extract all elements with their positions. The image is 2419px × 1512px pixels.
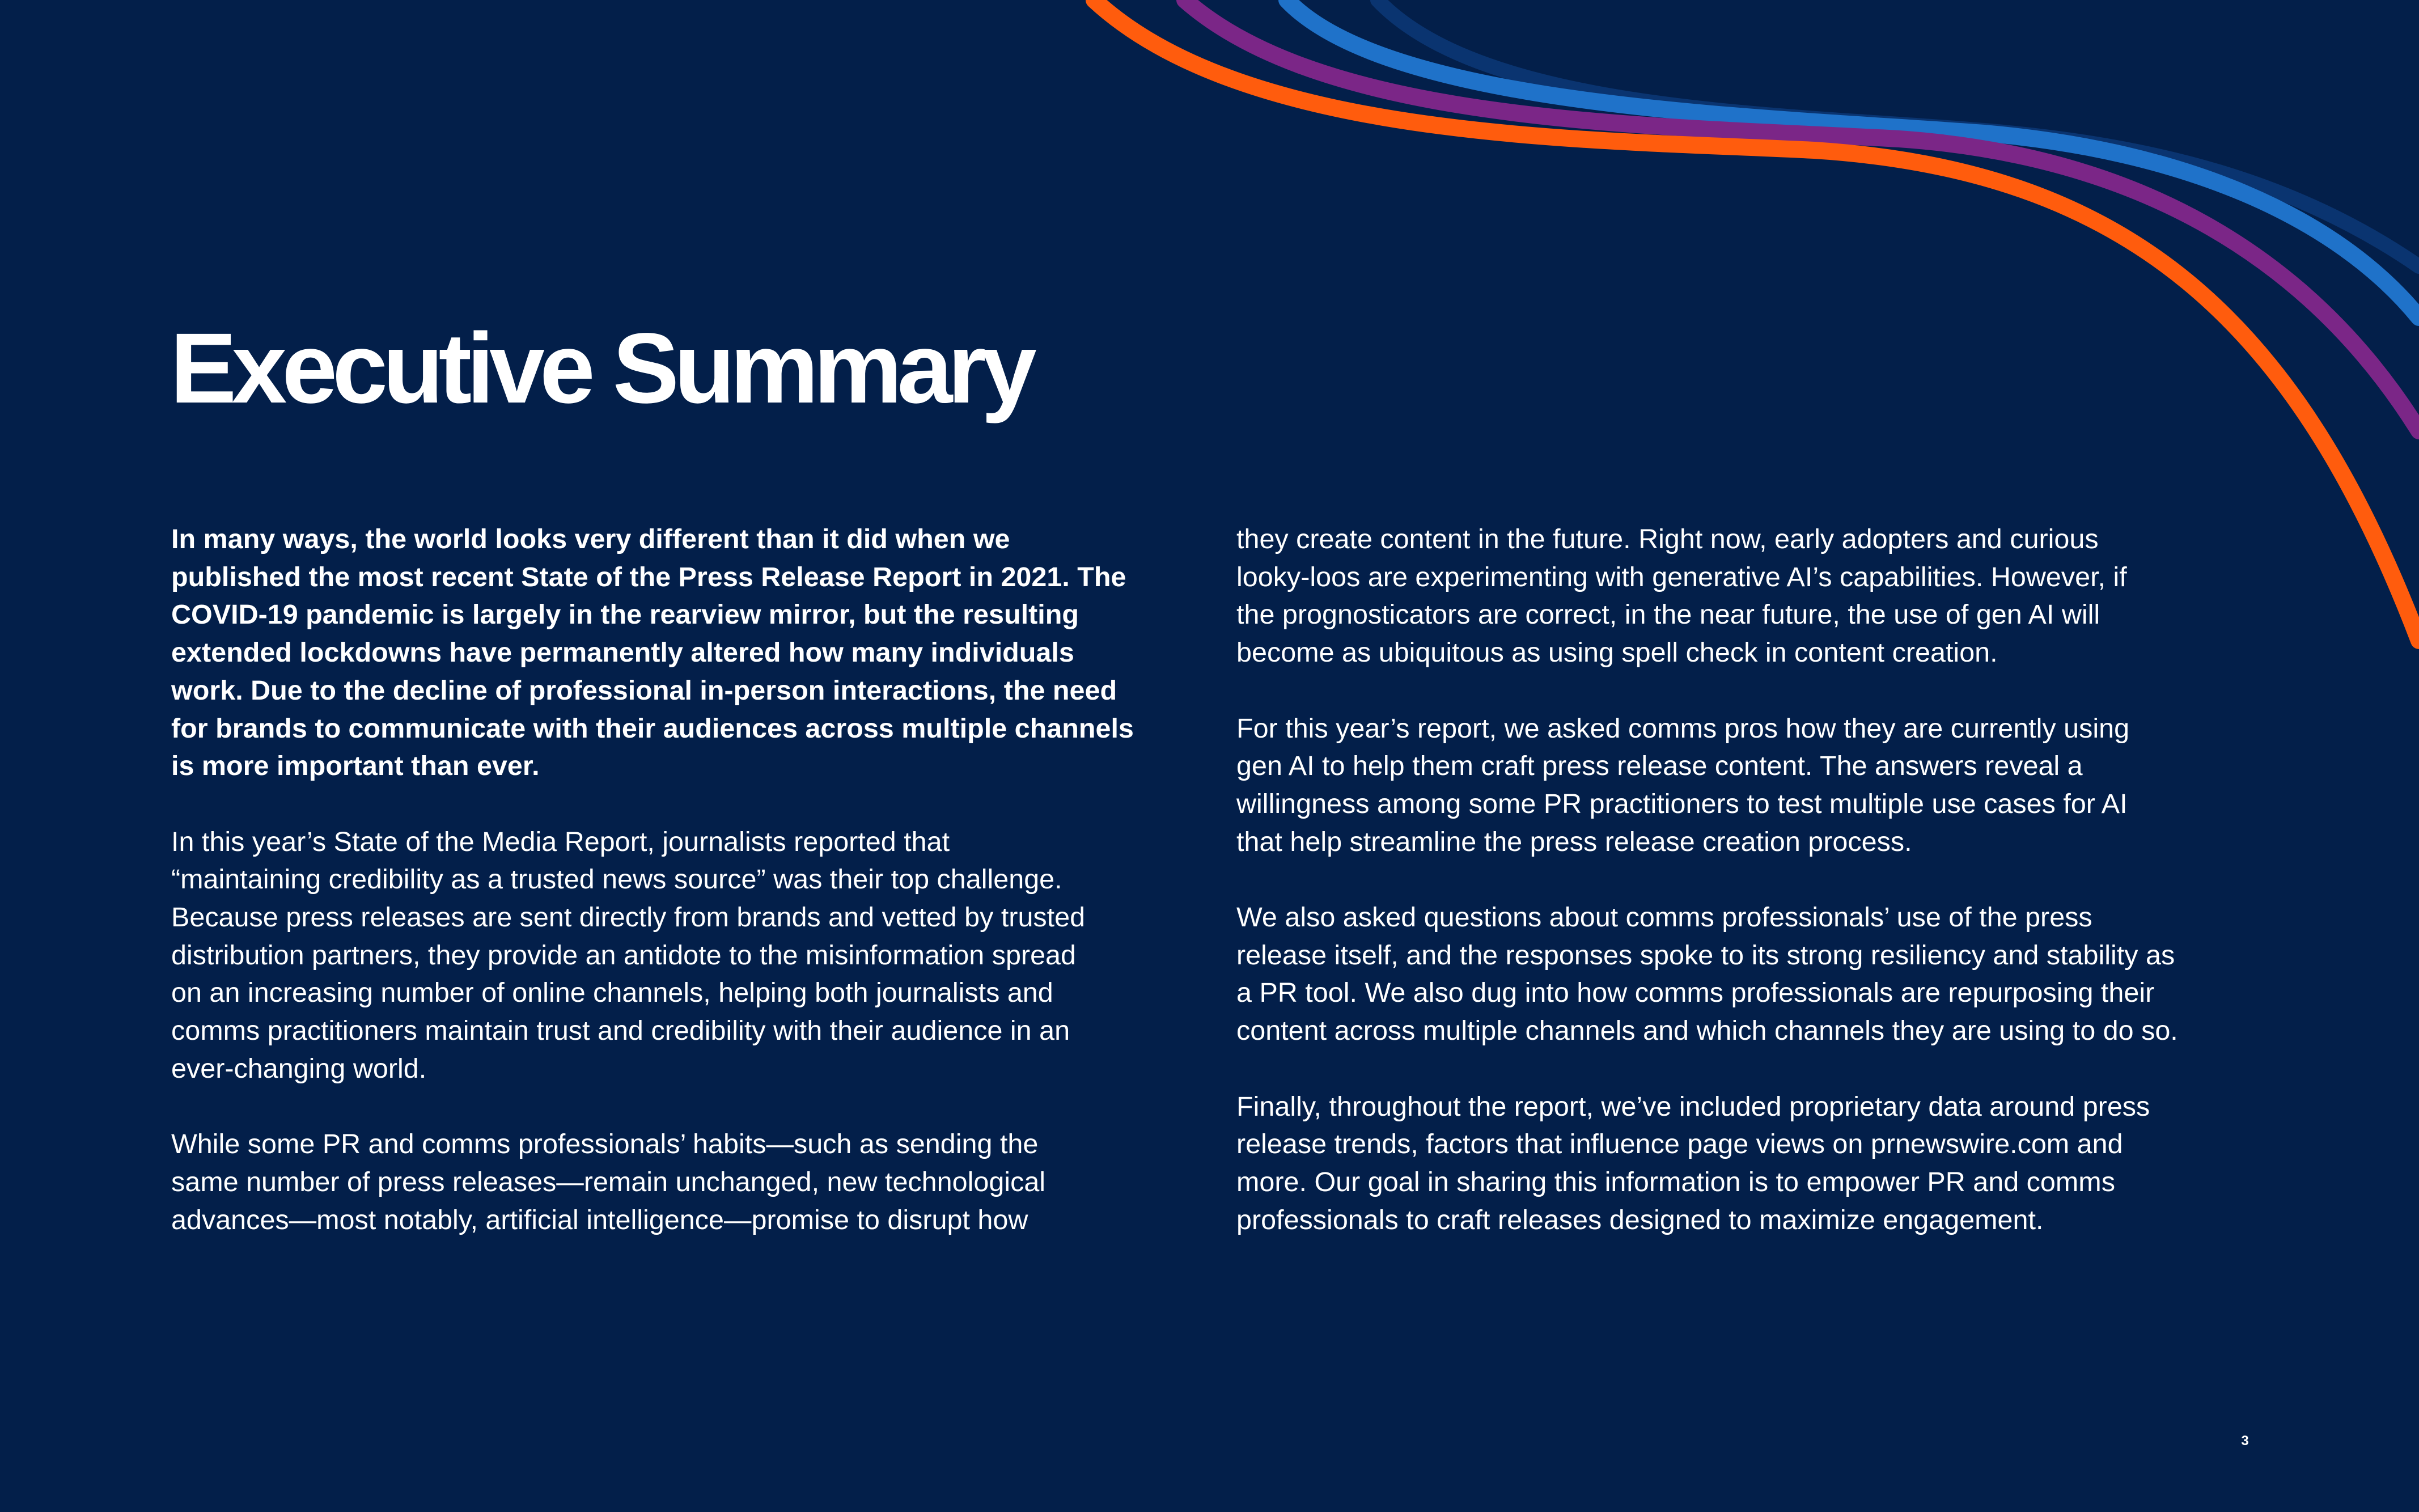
body-paragraph: they create content in the future. Right now, early adopters and curious looky-loos are experimenting with generative AI’s capabilities. However, if the prognosticators are correct, in the near future, the use of gen AI will become as ubiquitous as using spell check in content creation.	[1236, 524, 2127, 668]
body-paragraph: While some PR and comms professionals’ habits—such as sending the same number of press releases—remain unchanged, new technological advances—most notably, artificial intelligence—promise to disrupt how	[171, 1129, 1046, 1235]
body-paragraph: For this year’s report, we asked comms pros how they are currently using gen AI to help them craft press release content. The answers reveal a willingness among some PR practitioners to test multiple use cases for AI that help streamline the press release creation process.	[1236, 713, 2130, 857]
page-title: Executive Summary	[170, 313, 1032, 424]
body-paragraph: We also asked questions about comms professionals’ use of the press release itself, and the responses spoke to its strong resiliency and stability as a PR tool. We also dug into how comms professionals are repurposing their content across multiple channels and which channels they are using to do so.	[1236, 902, 2178, 1047]
page-number: 3	[2241, 1433, 2249, 1449]
swoosh-navy	[1378, 0, 2419, 266]
left-column	[171, 520, 1192, 1277]
right-column	[1236, 520, 2257, 1277]
body-paragraph: Finally, throughout the report, we’ve included proprietary data around press release trends, factors that influence page views on prnewswire.com and more. Our goal in sharing this information is to empower PR and comms professionals to craft releases designed to maximize engagement.	[1236, 1091, 2150, 1235]
swoosh-blue	[1287, 0, 2419, 317]
body-paragraph: In this year’s State of the Media Report, journalists reported that “maintaining credibility as a trusted news source” was their top challenge. Because press releases are sent directly from brands and vetted by trusted distribution partners, they provide an antidote to the misinformation spread on an increasing number of online channels, helping both journalists and comms practitioners maintain trust and credibility with their audience in an ever-changing world.	[171, 826, 1086, 1084]
intro-paragraph: In many ways, the world looks very different than it did when we published the most recent State of the Press Release Report in 2021. The COVID-19 pandemic is largely in the rearview mirror, but the resulting extended lockdowns have permanently altered how many individuals work. Due to the decline of professional in-person interactions, the need for brands to communicate with their audiences across multiple channels is more important than ever.	[171, 524, 1134, 782]
swoosh-purple	[1185, 0, 2419, 431]
